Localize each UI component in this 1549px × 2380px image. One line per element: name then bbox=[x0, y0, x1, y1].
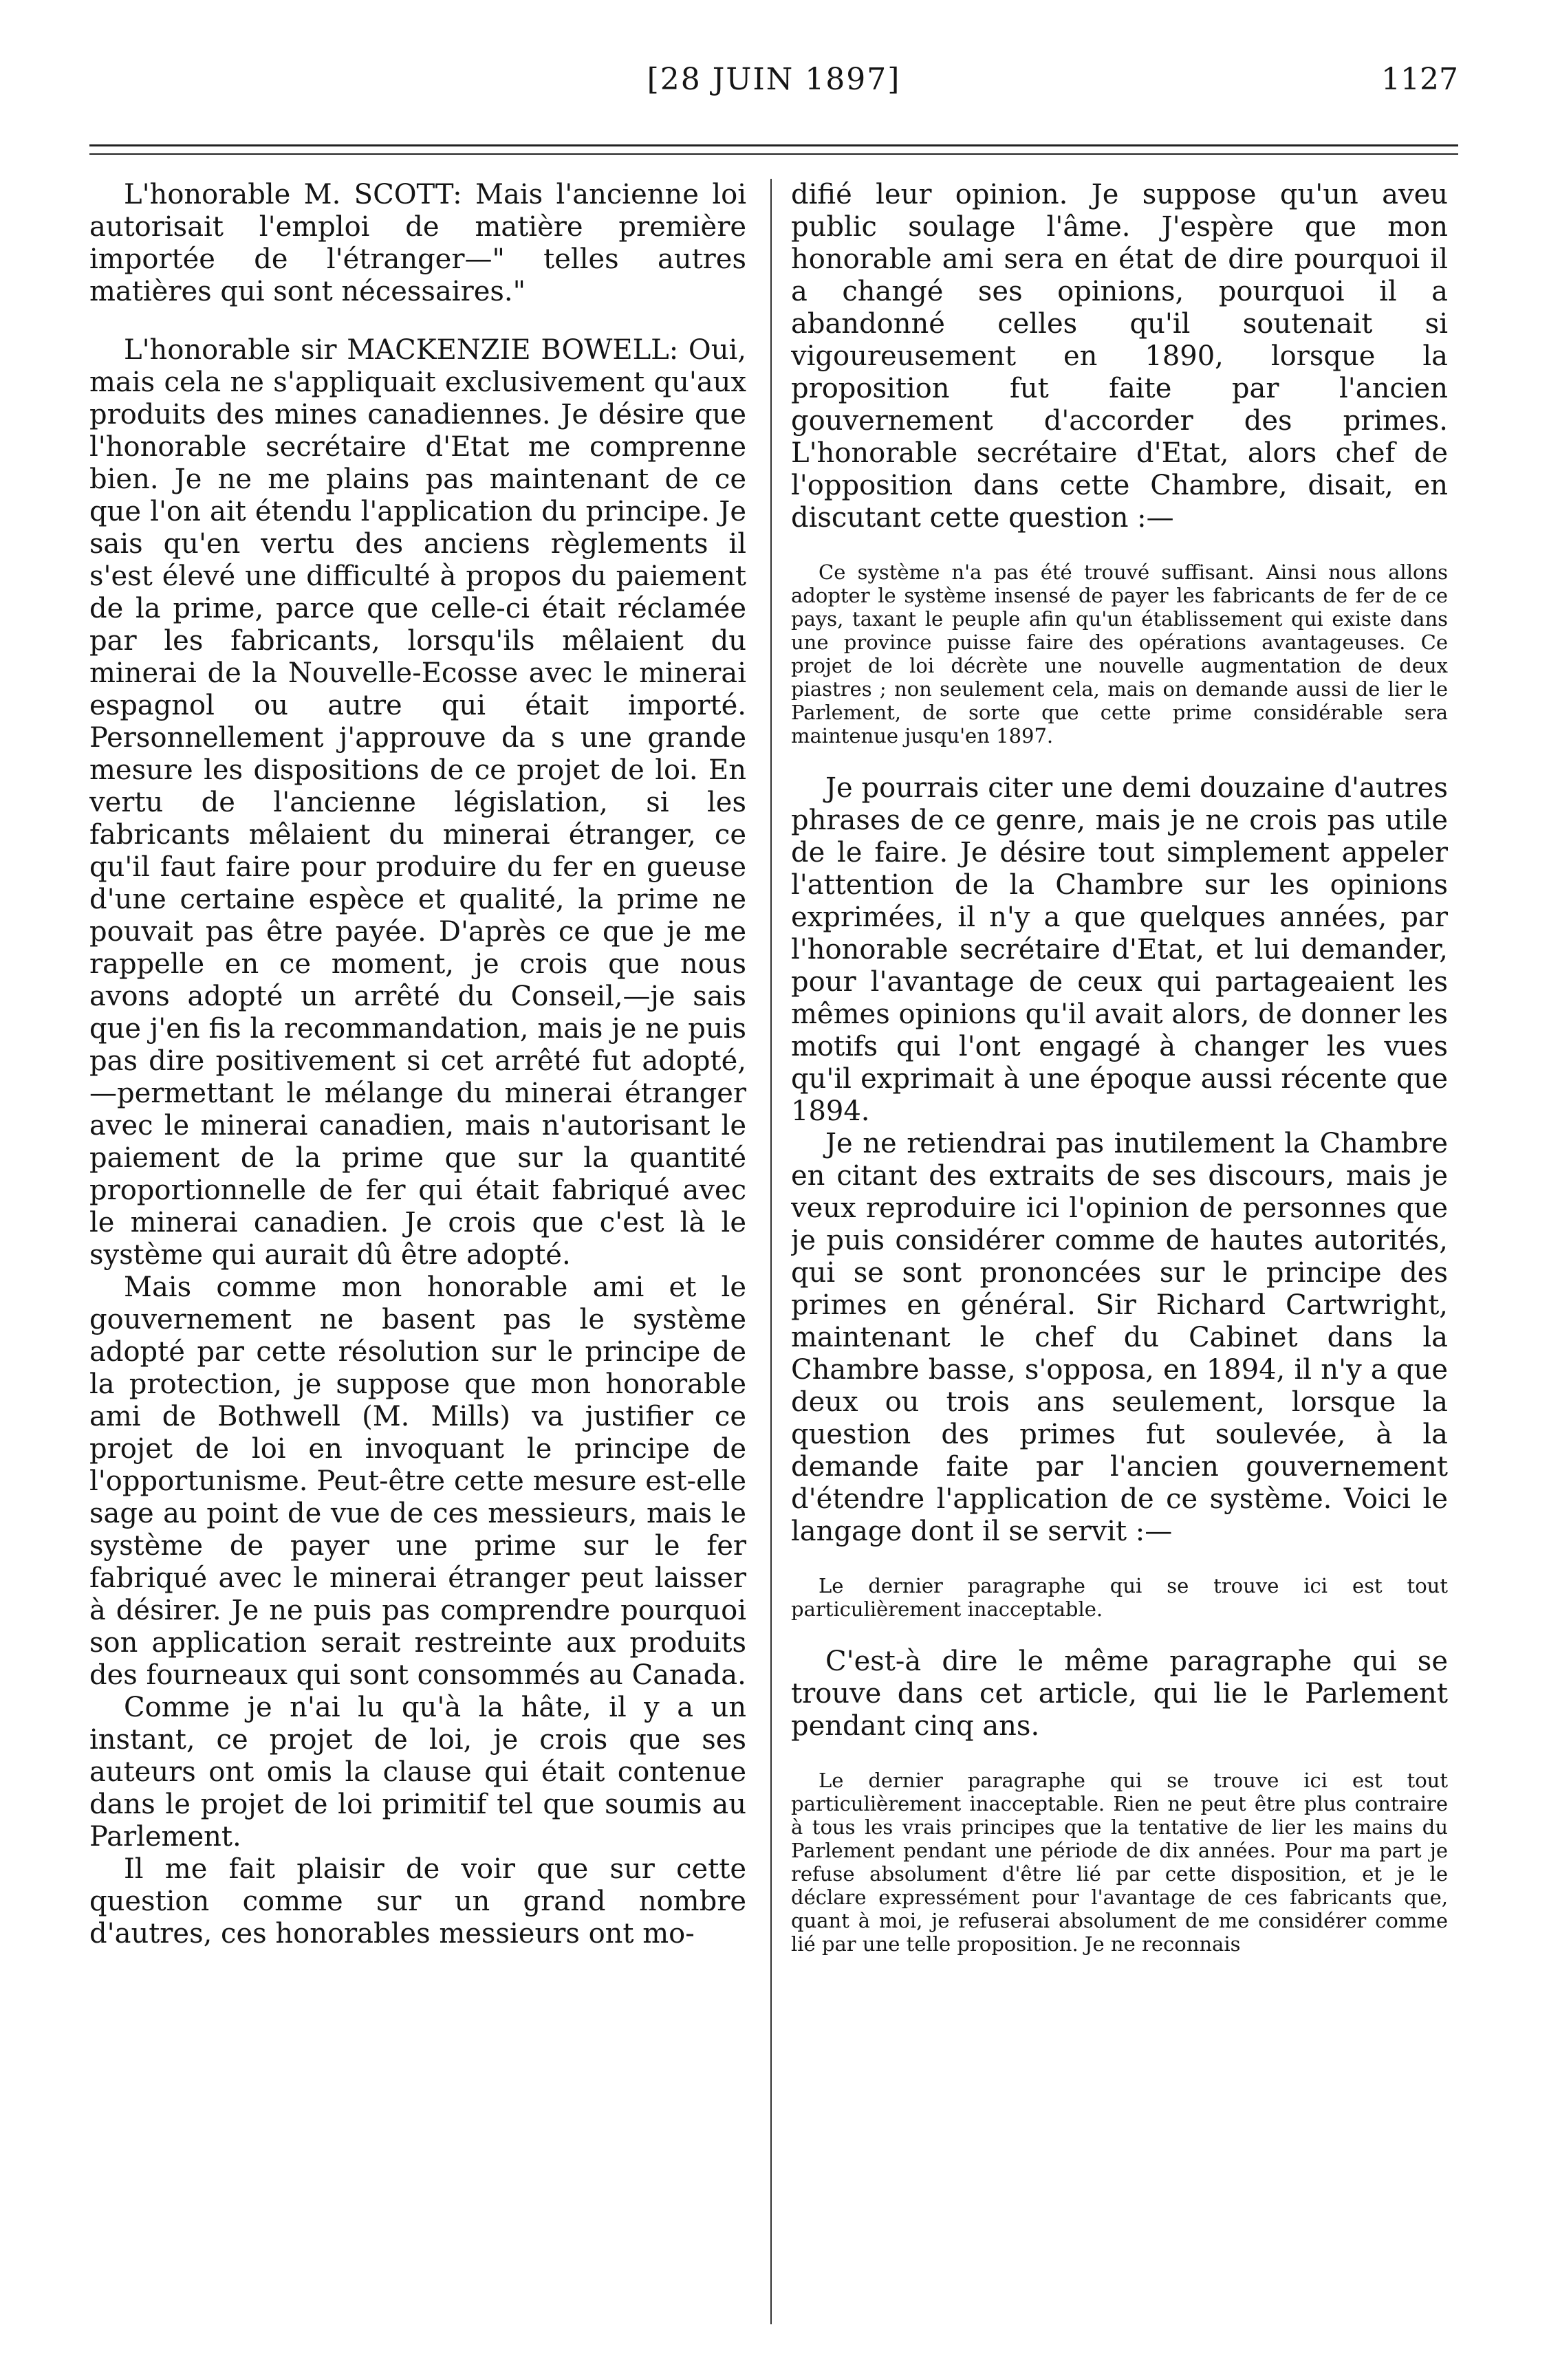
page-header bbox=[89, 41, 1458, 124]
header-date: [28 JUIN 1897] bbox=[647, 62, 901, 97]
paragraph-c-est-a-dire: C'est-à dire le même paragraphe qui se trouve dans cet article, qui lie le Parlement pendant cinq ans. bbox=[791, 1646, 1448, 1742]
paragraph-je-pourrais: Je pourrais citer une demi douzaine d'autres phrases de ce genre, mais je ne crois pas utile de le faire. Je désire tout simplement appeler l'attention de la Chambre sur les opinions exprimées, il n'y a que quelques années, par l'honorable secrétaire d'Etat, et lui demander, pour l'avantage de ceux qui partageaient les mêmes opinions qu'il avait alors, de donner les motifs qui l'ont engagé à changer les vues qu'il exprimait à une époque aussi récente que 1894. bbox=[791, 772, 1448, 1127]
page-number: 1127 bbox=[1381, 62, 1458, 97]
paragraph-je-ne-retiendrai: Je ne retiendrai pas inutilement la Chambre en citant des extraits de ses discours, mais je veux reproduire ici l'opinion de personnes que je puis considérer comme de hautes autorités, qui se sont prononcées sur le principe des primes en général. Sir Richard Cartwright, maintenant le chef du Cabinet dans la Chambre basse, s'opposa, en 1894, il n'y a que deux ou trois ans seulement, lorsque la question des primes fut soulevée, à la demande faite par l'ancien gouvernement d'étendre l'application de ce système. Voici le langage dont il se servit :— bbox=[791, 1128, 1448, 1547]
column-divider bbox=[770, 179, 772, 2324]
text-columns bbox=[89, 179, 1458, 2338]
paragraph-il-me-fait: Il me fait plaisir de voir que sur cette question comme sur un grand nombre d'autres, ces honorables messieurs ont mo- bbox=[89, 1853, 746, 1950]
newspaper-page bbox=[89, 41, 1458, 2338]
left-column bbox=[89, 179, 746, 2338]
paragraph-comme-je: Comme je n'ai lu qu'à la hâte, il y a un instant, ce projet de loi, je crois que ses auteurs ont omis la clause qui était contenue dans le projet de loi primitif tel que soumis au Parlement. bbox=[89, 1692, 746, 1853]
paragraph-mais-comme: Mais comme mon honorable ami et le gouvernement ne basent pas le système adopté par cette résolution sur le principe de la protection, je suppose que mon honorable ami de Bothwell (M. Mills) va justifier ce projet de loi en invoquant le principe de l'opportunisme. Peut-être cette mesure est-elle sage au point de vue de ces messieurs, mais le système de payer une prime sur le fer fabriqué avec le minerai étranger peut laisser à désirer. Je ne puis pas comprendre pourquoi son application serait restreinte aux produits des fourneaux qui sont consommés au Canada. bbox=[89, 1271, 746, 1691]
quotation-3: Le dernier paragraphe qui se trouve ici est tout particulièrement inacceptable. Rien ne peut être plus contraire à tous les vrais principes que la tentative de lier les mains du Parlement pendant une période de dix années. Pour ma part je refuse absolument d'être lié par cette disposition, et je le déclare expressément pour l'avantage de ces fabricants que, quant à moi, je refuserai absolument de me considérer comme lié par une telle proposition. Je ne reconnais bbox=[791, 1769, 1448, 1956]
quotation-2: Le dernier paragraphe qui se trouve ici est tout particulièrement inacceptable. bbox=[791, 1574, 1448, 1621]
paragraph-continued: difié leur opinion. Je suppose qu'un aveu public soulage l'âme. J'espère que mon honorable ami sera en état de dire pourquoi il a changé ses opinions, pourquoi il a abandonné celles qu'il soutenait si vigoureusement en 1890, lorsque la proposition fut faite par l'ancien gouvernement d'accorder des primes. L'honorable secrétaire d'Etat, alors chef de l'opposition dans cette Chambre, disait, en discutant cette question :— bbox=[791, 179, 1448, 534]
paragraph-scott: L'honorable M. SCOTT: Mais l'ancienne loi autorisait l'emploi de matière première importée de l'étranger—" telles autres matières qui sont nécessaires." bbox=[89, 179, 746, 307]
quotation-1: Ce système n'a pas été trouvé suffisant. Ainsi nous allons adopter le système insensé de payer les fabricants de fer de ce pays, taxant le peuple afin qu'un établissement qui existe dans une province puisse faire des opérations avantageuses. Ce projet de loi décrète une nouvelle augmentation de deux piastres ; non seulement cela, mais on demande aussi de lier le Parlement, de sorte que cette prime considérable sera maintenue jusqu'en 1897. bbox=[791, 560, 1448, 747]
right-column bbox=[791, 179, 1448, 2338]
paragraph-bowell: L'honorable sir MACKENZIE BOWELL: Oui, mais cela ne s'appliquait exclusivement qu'aux produits des mines canadiennes. Je désire que l'honorable secrétaire d'Etat me comprenne bien. Je ne me plains pas maintenant de ce que l'on ait étendu l'application du principe. Je sais qu'en vertu des anciens règlements il s'est élevé une difficulté à propos du paiement de la prime, parce que celle-ci était réclamée par les fabricants, lorsqu'ils mêlaient du minerai de la Nouvelle-Ecosse avec le minerai espagnol ou autre qui était importé. Personnellement j'approuve da s une grande mesure les dispositions de ce projet de loi. En vertu de l'ancienne législation, si les fabricants mêlaient du minerai étranger, ce qu'il faut faire pour produire du fer en gueuse d'une certaine espèce et qualité, la prime ne pouvait pas être payée. D'après ce que je me rappelle en ce moment, je crois que nous avons adopté un arrêté du Conseil,—je sais que j'en fis la recommandation, mais je ne puis pas dire positivement si cet arrêté fut adopté,—permettant le mélange du minerai étranger avec le minerai canadien, mais n'autorisant le paiement de la prime que sur la quantité proportionnelle de fer qui était fabriqué avec le minerai canadien. Je crois que c'est là le système qui aurait dû être adopté. bbox=[89, 334, 746, 1271]
header-rule bbox=[89, 144, 1458, 155]
